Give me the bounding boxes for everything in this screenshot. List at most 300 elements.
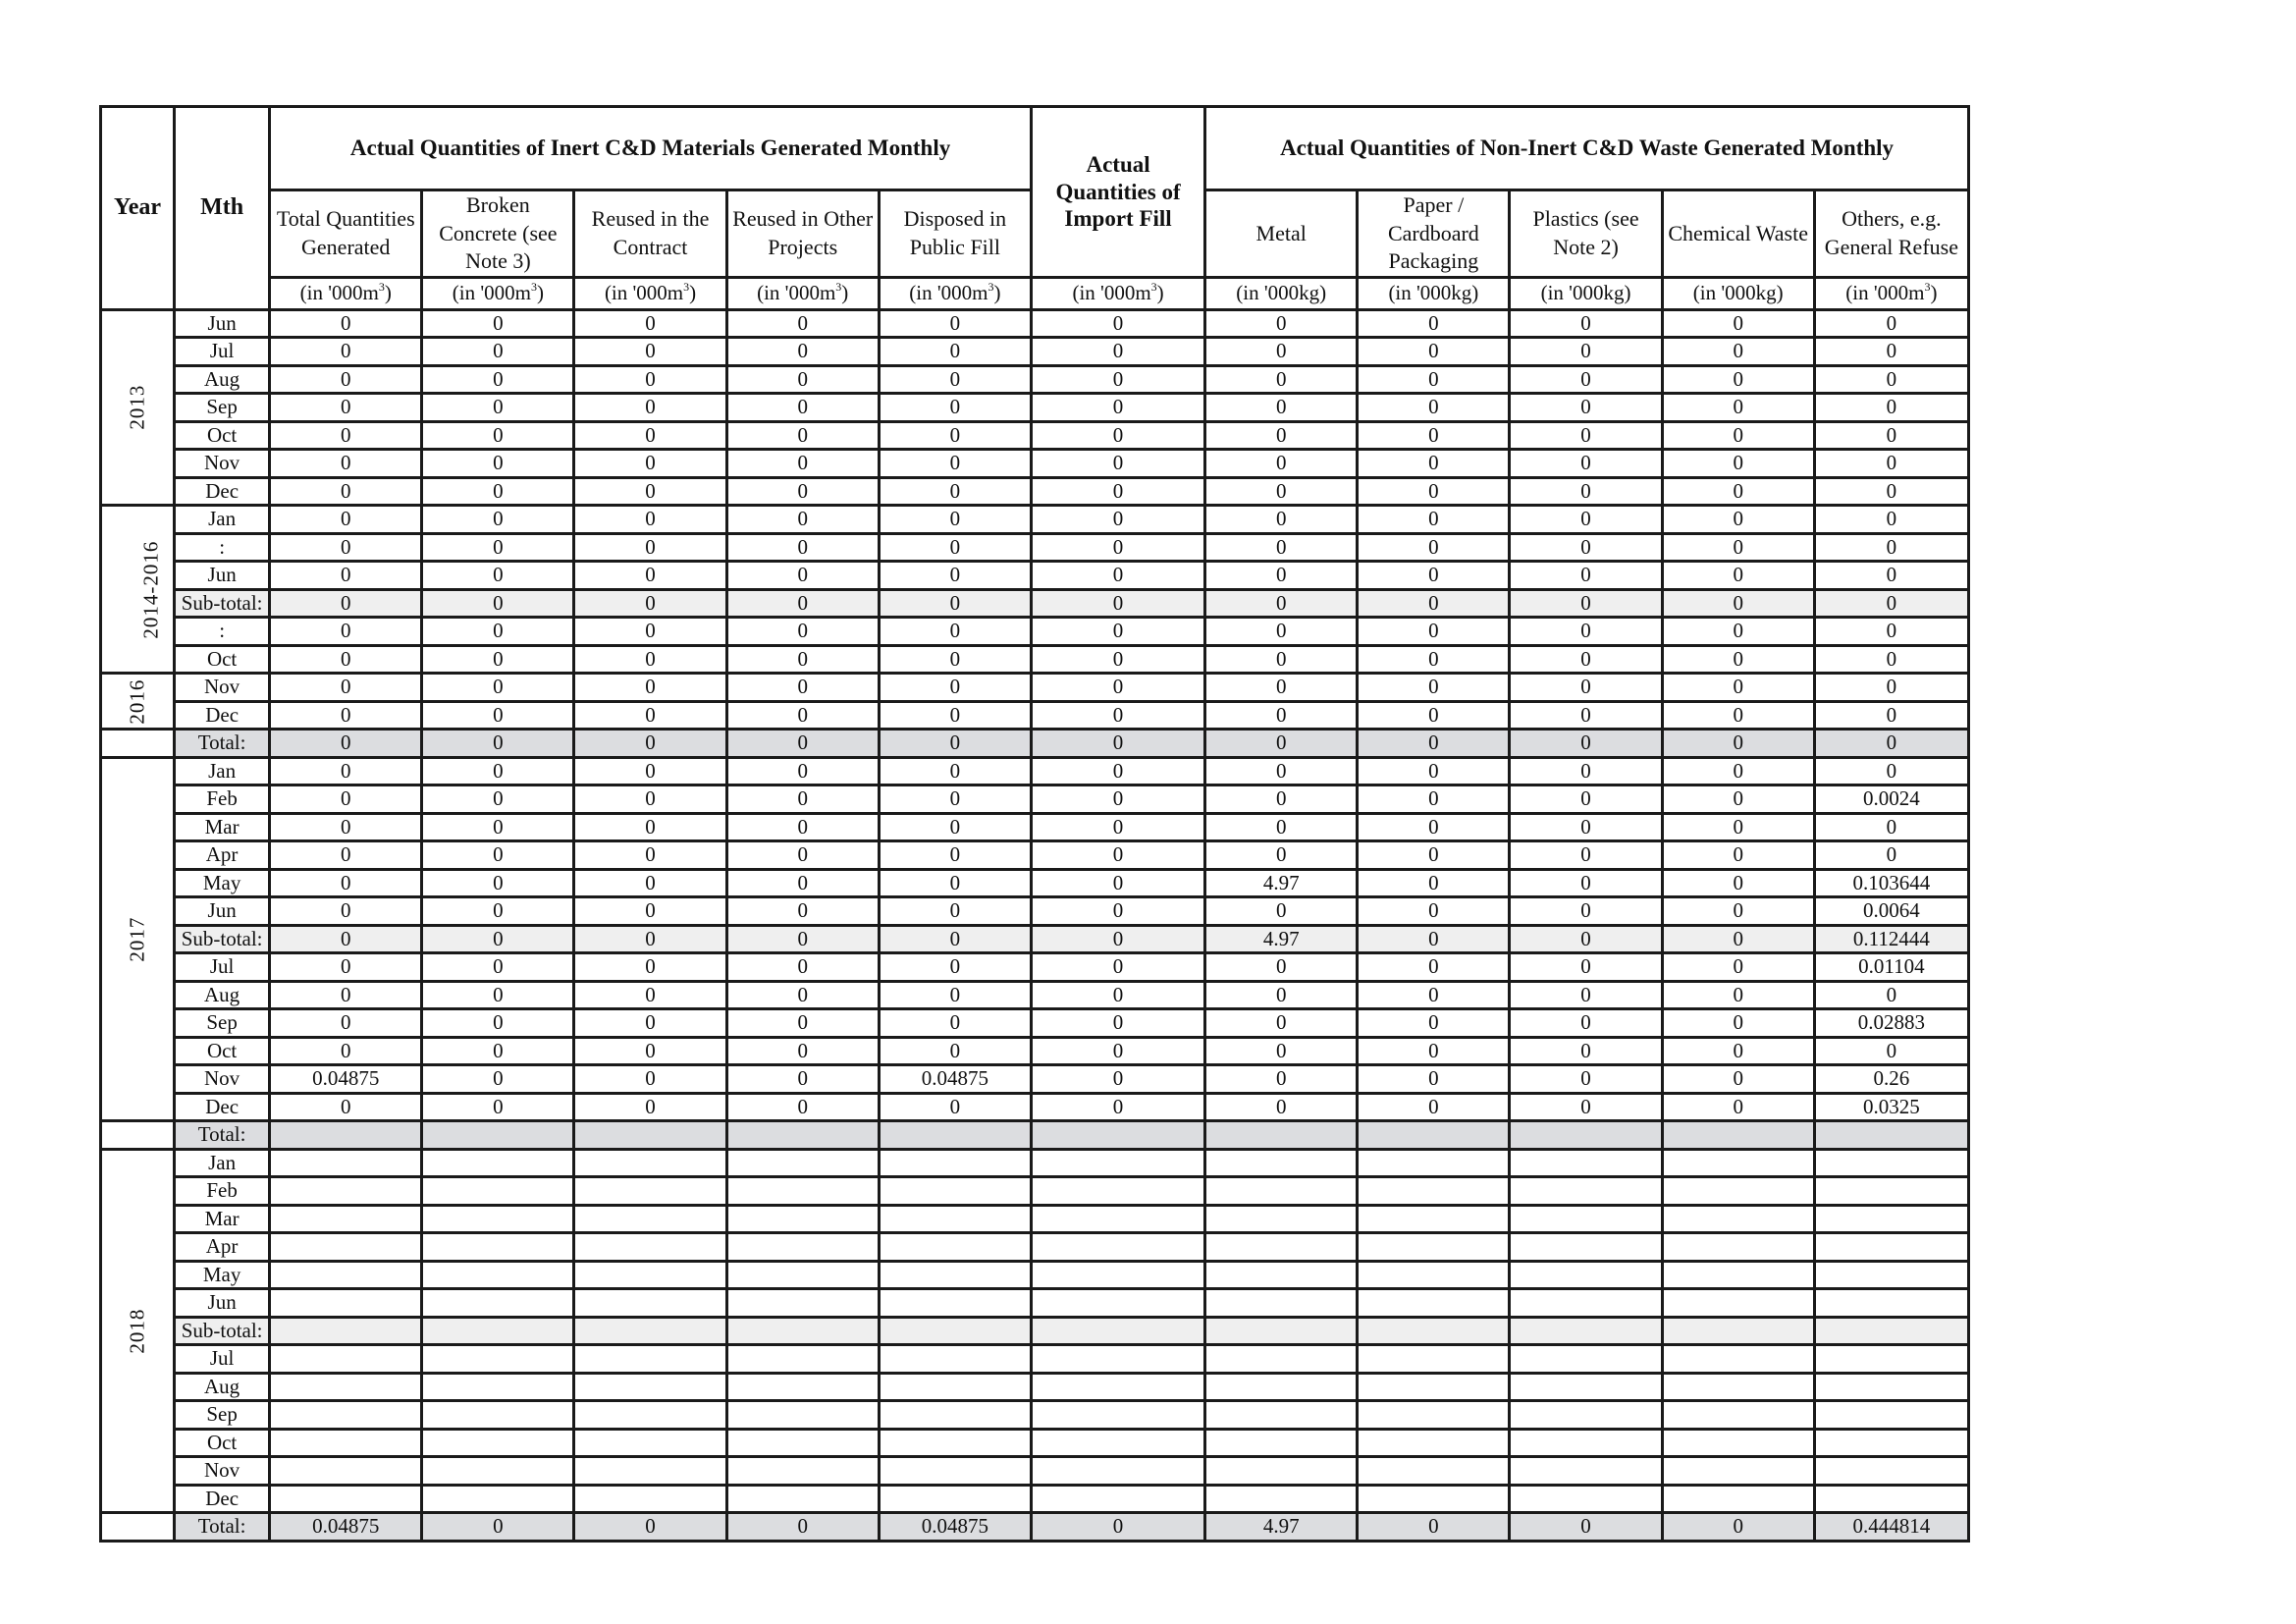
value-cell: 0: [1205, 897, 1358, 926]
value-cell: 0: [1510, 477, 1662, 506]
month-cell: Oct: [175, 421, 270, 450]
value-cell: 0: [726, 869, 879, 897]
value-cell: [422, 1233, 574, 1262]
table-row: [101, 757, 1969, 785]
value-cell: 0: [1031, 897, 1204, 926]
value-cell: 0: [574, 981, 726, 1009]
value-cell: 0: [1510, 618, 1662, 646]
value-cell: 0: [1031, 1513, 1204, 1542]
value-cell: [1662, 1261, 1814, 1289]
value-cell: 0: [270, 477, 422, 506]
value-cell: 0: [1358, 701, 1510, 730]
month-cell: Nov: [175, 450, 270, 478]
table-row: [101, 1065, 1969, 1094]
value-cell: 0: [574, 757, 726, 785]
month-cell: Jan: [175, 1149, 270, 1177]
value-cell: [1031, 1261, 1204, 1289]
value-cell: [1510, 1457, 1662, 1486]
non-inert-waste-group-header: Actual Quantities of Non-Inert C&D Waste Generated Monthly: [1205, 107, 1969, 190]
table-row: [101, 841, 1969, 870]
table-row: [101, 1037, 1969, 1065]
month-cell: Jul: [175, 338, 270, 366]
value-cell: 0: [1358, 562, 1510, 590]
month-cell: Apr: [175, 841, 270, 870]
value-cell: [726, 1149, 879, 1177]
value-cell: 0: [574, 897, 726, 926]
value-cell: 0: [1510, 1513, 1662, 1542]
value-cell: 0: [422, 785, 574, 814]
value-cell: 0: [726, 589, 879, 618]
value-cell: 0: [1662, 701, 1814, 730]
value-cell: [1205, 1177, 1358, 1206]
value-cell: [1031, 1177, 1204, 1206]
value-cell: 0: [270, 618, 422, 646]
unit-broken-concrete: [422, 277, 574, 309]
value-cell: 0: [574, 841, 726, 870]
month-cell: Apr: [175, 1233, 270, 1262]
value-cell: [1814, 1485, 1968, 1513]
value-cell: 0: [270, 813, 422, 841]
value-cell: 0: [1205, 506, 1358, 534]
value-cell: [422, 1121, 574, 1150]
value-cell: 0: [726, 618, 879, 646]
value-cell: [270, 1373, 422, 1401]
value-cell: [270, 1233, 422, 1262]
value-cell: 0: [422, 309, 574, 338]
value-cell: 0: [726, 506, 879, 534]
value-cell: 0: [1031, 506, 1204, 534]
month-cell: Total:: [175, 730, 270, 758]
value-cell: 0: [1205, 674, 1358, 702]
value-cell: 0: [270, 309, 422, 338]
table-row: [101, 645, 1969, 674]
unit-row: [101, 277, 1969, 309]
value-cell: [879, 1149, 1031, 1177]
value-cell: 0: [270, 338, 422, 366]
value-cell: [574, 1177, 726, 1206]
value-cell: 0: [1662, 506, 1814, 534]
value-cell: 0: [574, 785, 726, 814]
year-label: 2016: [125, 678, 149, 725]
value-cell: 0: [1358, 394, 1510, 422]
value-cell: 0: [574, 674, 726, 702]
year-cell: [101, 757, 175, 1121]
value-cell: [1205, 1345, 1358, 1374]
value-cell: 0: [270, 421, 422, 450]
unit-text: (in '000m: [604, 281, 684, 305]
value-cell: 0: [1814, 757, 1968, 785]
value-cell: 0: [270, 897, 422, 926]
table-row: [101, 1289, 1969, 1318]
value-cell: 0: [270, 757, 422, 785]
value-cell: 0: [270, 701, 422, 730]
unit-superscript: 3: [1924, 280, 1931, 295]
value-cell: 0: [574, 309, 726, 338]
value-cell: 0: [270, 981, 422, 1009]
table-row: [101, 506, 1969, 534]
value-cell: 0: [422, 981, 574, 1009]
value-cell: [1510, 1429, 1662, 1457]
subtotal-row: [101, 589, 1969, 618]
year-label: 2013: [125, 385, 149, 431]
value-cell: 0: [1814, 618, 1968, 646]
value-cell: 0: [1358, 365, 1510, 394]
value-cell: [1814, 1289, 1968, 1318]
value-cell: 0: [574, 365, 726, 394]
month-cell: Dec: [175, 1093, 270, 1121]
value-cell: 0: [1510, 450, 1662, 478]
month-cell: Jun: [175, 1289, 270, 1318]
value-cell: 0: [1662, 1093, 1814, 1121]
table-row: [101, 785, 1969, 814]
value-cell: 0: [1662, 645, 1814, 674]
value-cell: 0: [879, 813, 1031, 841]
column-header-chemical-waste: Chemical Waste: [1662, 190, 1814, 278]
value-cell: [726, 1457, 879, 1486]
month-cell: Oct: [175, 1037, 270, 1065]
value-cell: 0: [422, 701, 574, 730]
value-cell: [1358, 1149, 1510, 1177]
value-cell: [1031, 1345, 1204, 1374]
month-cell: Sep: [175, 394, 270, 422]
value-cell: [1662, 1345, 1814, 1374]
unit-text-suffix: ): [536, 281, 544, 305]
value-cell: 0.0325: [1814, 1093, 1968, 1121]
value-cell: 0: [270, 1093, 422, 1121]
import-fill-header: Actual Quantities of Import Fill: [1031, 107, 1204, 278]
value-cell: [1814, 1121, 1968, 1150]
value-cell: 0: [726, 1513, 879, 1542]
value-cell: 0: [1205, 785, 1358, 814]
value-cell: 0: [879, 450, 1031, 478]
value-cell: 0.26: [1814, 1065, 1968, 1094]
value-cell: [879, 1373, 1031, 1401]
value-cell: 0: [1031, 785, 1204, 814]
value-cell: [270, 1485, 422, 1513]
value-cell: 0: [1510, 1093, 1662, 1121]
value-cell: 0: [1205, 618, 1358, 646]
month-column-header: Mth: [175, 107, 270, 310]
unit-superscript: 3: [378, 280, 385, 295]
value-cell: 0: [1662, 365, 1814, 394]
value-cell: [1205, 1289, 1358, 1318]
value-cell: 0: [726, 309, 879, 338]
value-cell: 0: [1814, 981, 1968, 1009]
value-cell: 0: [1510, 533, 1662, 562]
value-cell: 0.103644: [1814, 869, 1968, 897]
unit-plastics: [1510, 277, 1662, 309]
value-cell: 0: [879, 309, 1031, 338]
value-cell: [422, 1289, 574, 1318]
value-cell: 0: [1510, 309, 1662, 338]
total-row: [101, 1121, 1969, 1150]
month-cell: Dec: [175, 701, 270, 730]
value-cell: 0.01104: [1814, 953, 1968, 982]
value-cell: [726, 1233, 879, 1262]
value-cell: 0: [1662, 589, 1814, 618]
value-cell: [422, 1345, 574, 1374]
value-cell: [422, 1485, 574, 1513]
value-cell: 0: [574, 589, 726, 618]
month-cell: Sub-total:: [175, 589, 270, 618]
value-cell: 0.02883: [1814, 1009, 1968, 1038]
value-cell: 0: [726, 925, 879, 953]
unit-text: (in '000kg): [1540, 281, 1631, 305]
value-cell: 0: [574, 618, 726, 646]
value-cell: 0: [1358, 309, 1510, 338]
value-cell: [879, 1121, 1031, 1150]
value-cell: 0.0064: [1814, 897, 1968, 926]
value-cell: [574, 1289, 726, 1318]
value-cell: [270, 1289, 422, 1318]
value-cell: 0: [1205, 841, 1358, 870]
value-cell: 0: [1814, 421, 1968, 450]
value-cell: 0: [1031, 925, 1204, 953]
value-cell: 0: [422, 562, 574, 590]
value-cell: 0: [422, 1065, 574, 1094]
year-cell: [101, 309, 175, 506]
value-cell: 0: [1358, 785, 1510, 814]
value-cell: 0: [1358, 1513, 1510, 1542]
table-row: [101, 869, 1969, 897]
unit-text: (in '000m: [452, 281, 531, 305]
month-cell: Aug: [175, 1373, 270, 1401]
month-cell: Sub-total:: [175, 1317, 270, 1345]
year-cell: [101, 506, 175, 674]
value-cell: [422, 1149, 574, 1177]
value-cell: [879, 1205, 1031, 1233]
value-cell: 0: [270, 674, 422, 702]
value-cell: [726, 1289, 879, 1318]
unit-text: (in '000m: [909, 281, 988, 305]
value-cell: 0: [1814, 562, 1968, 590]
value-cell: [1510, 1345, 1662, 1374]
value-cell: 0: [422, 757, 574, 785]
value-cell: 0: [574, 1093, 726, 1121]
value-cell: 0: [1205, 813, 1358, 841]
value-cell: 0: [574, 953, 726, 982]
value-cell: 0: [879, 394, 1031, 422]
value-cell: 0: [270, 533, 422, 562]
value-cell: 0: [1031, 477, 1204, 506]
value-cell: [574, 1149, 726, 1177]
value-cell: 0: [1031, 1037, 1204, 1065]
value-cell: 0: [1358, 645, 1510, 674]
unit-paper-cardboard-packaging: [1358, 277, 1510, 309]
value-cell: [1510, 1149, 1662, 1177]
month-cell: Total:: [175, 1121, 270, 1150]
value-cell: 0: [1662, 953, 1814, 982]
value-cell: [1814, 1149, 1968, 1177]
value-cell: 0: [1662, 674, 1814, 702]
column-header-plastics: Plastics (see Note 2): [1510, 190, 1662, 278]
value-cell: 0: [422, 421, 574, 450]
value-cell: 0: [270, 925, 422, 953]
value-cell: 0: [1031, 674, 1204, 702]
unit-text: (in '000m: [299, 281, 379, 305]
value-cell: 0: [422, 645, 574, 674]
value-cell: 0: [1358, 674, 1510, 702]
value-cell: 0: [574, 701, 726, 730]
value-cell: [726, 1261, 879, 1289]
value-cell: 0: [1205, 589, 1358, 618]
column-header-reused-in-contract: Reused in the Contract: [574, 190, 726, 278]
value-cell: 0: [422, 897, 574, 926]
value-cell: 0: [1031, 981, 1204, 1009]
year-cell: [101, 1513, 175, 1542]
table-row: [101, 309, 1969, 338]
unit-text-suffix: ): [993, 281, 1001, 305]
value-cell: 0: [1814, 841, 1968, 870]
unit-text-suffix: ): [1930, 281, 1938, 305]
value-cell: 0: [422, 1009, 574, 1038]
value-cell: 0: [879, 730, 1031, 758]
column-header-metal: Metal: [1205, 190, 1358, 278]
unit-others-general-refuse: [1814, 277, 1968, 309]
value-cell: [879, 1485, 1031, 1513]
value-cell: [1814, 1205, 1968, 1233]
value-cell: 0: [1510, 813, 1662, 841]
value-cell: [1814, 1457, 1968, 1486]
value-cell: 0: [574, 533, 726, 562]
table-row: [101, 394, 1969, 422]
value-cell: 0: [1814, 1037, 1968, 1065]
value-cell: 0: [1031, 1009, 1204, 1038]
value-cell: 0: [1510, 645, 1662, 674]
value-cell: 0: [270, 953, 422, 982]
value-cell: 0: [726, 730, 879, 758]
value-cell: [422, 1373, 574, 1401]
value-cell: [1031, 1233, 1204, 1262]
value-cell: 0: [879, 1037, 1031, 1065]
month-cell: Mar: [175, 1205, 270, 1233]
unit-reused-in-contract: [574, 277, 726, 309]
value-cell: [1662, 1205, 1814, 1233]
value-cell: 0: [422, 1037, 574, 1065]
value-cell: 0: [422, 869, 574, 897]
value-cell: [574, 1205, 726, 1233]
value-cell: 0: [1358, 897, 1510, 926]
year-column-header: Year: [101, 107, 175, 310]
month-cell: Jun: [175, 562, 270, 590]
value-cell: [1510, 1205, 1662, 1233]
value-cell: 0: [726, 1009, 879, 1038]
value-cell: 0: [1358, 477, 1510, 506]
month-cell: Aug: [175, 365, 270, 394]
value-cell: [1510, 1177, 1662, 1206]
value-cell: 0: [1358, 338, 1510, 366]
value-cell: 0: [1662, 1009, 1814, 1038]
table-row: [101, 1401, 1969, 1430]
value-cell: 0: [879, 953, 1031, 982]
value-cell: 0: [1510, 701, 1662, 730]
value-cell: [574, 1485, 726, 1513]
table-row: [101, 813, 1969, 841]
value-cell: 0: [422, 394, 574, 422]
value-cell: 0: [1662, 450, 1814, 478]
table-row: [101, 1345, 1969, 1374]
value-cell: 0: [1031, 309, 1204, 338]
value-cell: 0: [574, 562, 726, 590]
value-cell: [1662, 1233, 1814, 1262]
value-cell: [879, 1233, 1031, 1262]
table-row: [101, 1205, 1969, 1233]
value-cell: 0: [879, 562, 1031, 590]
value-cell: 0: [879, 645, 1031, 674]
value-cell: 0: [1510, 1009, 1662, 1038]
value-cell: 0: [1814, 338, 1968, 366]
table-row: [101, 981, 1969, 1009]
value-cell: [1031, 1289, 1204, 1318]
value-cell: 0.04875: [270, 1513, 422, 1542]
value-cell: 0: [1510, 981, 1662, 1009]
value-cell: [1358, 1317, 1510, 1345]
value-cell: 0: [422, 477, 574, 506]
value-cell: [1814, 1429, 1968, 1457]
table-row: [101, 450, 1969, 478]
value-cell: [1031, 1205, 1204, 1233]
value-cell: 0: [1031, 1093, 1204, 1121]
unit-text-suffix: ): [1156, 281, 1164, 305]
month-cell: Jul: [175, 1345, 270, 1374]
value-cell: 0: [422, 925, 574, 953]
value-cell: 0: [422, 730, 574, 758]
value-cell: 0: [1510, 953, 1662, 982]
value-cell: [270, 1177, 422, 1206]
table-row: [101, 897, 1969, 926]
value-cell: 0: [1510, 869, 1662, 897]
value-cell: 0: [1662, 1513, 1814, 1542]
table-row: [101, 1233, 1969, 1262]
value-cell: 0: [1814, 533, 1968, 562]
value-cell: 0: [879, 981, 1031, 1009]
value-cell: 0: [1510, 730, 1662, 758]
table-row: [101, 1457, 1969, 1486]
value-cell: 0: [1510, 785, 1662, 814]
value-cell: 0.04875: [879, 1513, 1031, 1542]
value-cell: [726, 1317, 879, 1345]
value-cell: 0: [1358, 841, 1510, 870]
month-cell: Nov: [175, 1065, 270, 1094]
value-cell: 0: [1814, 645, 1968, 674]
unit-superscript: 3: [835, 280, 842, 295]
table-row: [101, 421, 1969, 450]
month-cell: Dec: [175, 477, 270, 506]
value-cell: 0.444814: [1814, 1513, 1968, 1542]
value-cell: 0: [1031, 562, 1204, 590]
value-cell: [1814, 1261, 1968, 1289]
value-cell: 0: [1031, 450, 1204, 478]
value-cell: 0: [574, 869, 726, 897]
value-cell: [574, 1401, 726, 1430]
value-cell: [1662, 1149, 1814, 1177]
unit-chemical-waste: [1662, 277, 1814, 309]
year-label: 2014-2016: [138, 540, 163, 639]
value-cell: 0: [1205, 562, 1358, 590]
value-cell: 0: [1031, 421, 1204, 450]
unit-text-suffix: ): [841, 281, 849, 305]
value-cell: [270, 1261, 422, 1289]
value-cell: 0: [1814, 450, 1968, 478]
value-cell: 0: [422, 1513, 574, 1542]
value-cell: [422, 1317, 574, 1345]
month-cell: Feb: [175, 785, 270, 814]
value-cell: [270, 1429, 422, 1457]
value-cell: 0: [574, 394, 726, 422]
value-cell: 0: [726, 757, 879, 785]
value-cell: 0: [1358, 1093, 1510, 1121]
table-row: [101, 562, 1969, 590]
